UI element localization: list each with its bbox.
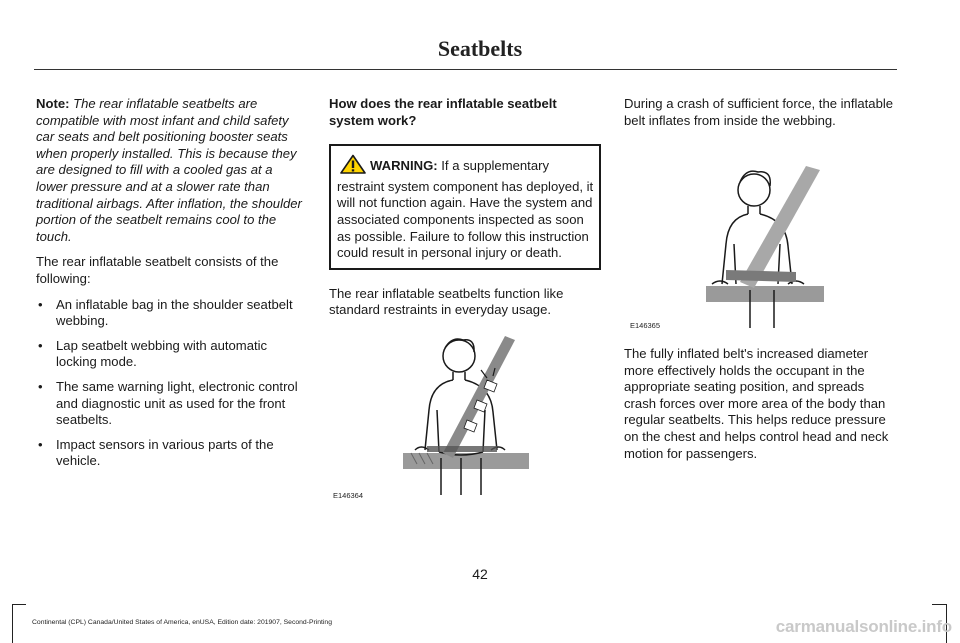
component-list [36, 297, 306, 470]
figure-belt-inflated [702, 162, 828, 330]
figure-code: E146365 [630, 321, 661, 330]
list-item-text: The same warning light, electronic control and diagnostic unit as used for the front seatbelts. [56, 378, 298, 428]
column-right-lower [624, 346, 896, 471]
inflated-belt-paragraph: The fully inflated belt's increased diameter more effectively holds the occupant in the appropriate seating position, and spreads crash forces over more area of the body than regular seatbelts. This helps reduce pressure on the chest and helps control head and neck motion for passengers. [624, 346, 889, 461]
note-label: Note: [36, 96, 70, 111]
warning-triangle-icon [340, 154, 366, 179]
column-right [624, 96, 896, 138]
bullet-mark: • [38, 378, 43, 394]
header-rule [34, 69, 897, 70]
crop-mark [12, 604, 13, 643]
list-item [36, 379, 306, 429]
bullet-mark: • [38, 296, 43, 312]
crop-mark [12, 604, 26, 605]
crop-mark [932, 604, 946, 605]
column-middle [329, 96, 601, 328]
list-item [36, 437, 306, 470]
list-item [36, 338, 306, 371]
warning-label: WARNING: [370, 158, 438, 174]
list-item-text: Lap seatbelt webbing with automatic locking mode. [56, 337, 268, 370]
figure-belt-normal [397, 330, 529, 500]
note-paragraph [36, 96, 306, 245]
warning-box [329, 144, 601, 270]
figure-code: E146364 [333, 491, 364, 500]
note-text: The rear inflatable seatbelts are compatible with most infant and child safety car seats and belt positioning booster seats when properly installed. This is because they are designed to fill with a cooled gas at a lower pressure and at a slower rate than traditional airbags. After inflation, the shoulder portion of the seatbelt remains cool to the touch. [36, 96, 302, 244]
inflation-paragraph: During a crash of sufficient force, the inflatable belt inflates from inside the webbing. [624, 96, 894, 128]
column-left [36, 96, 306, 478]
watermark: carmanualsonline.info [775, 617, 952, 636]
function-paragraph: The rear inflatable seatbelts function like standard restraints in everyday usage. [329, 285, 564, 318]
warning-text: If a supplementary restraint system component has deployed, it will not function again. Have the system and associated components inspected as soon as possible. Failure to follow this instruction could result in personal injury or death. [337, 158, 594, 261]
list-item-text: Impact sensors in various parts of the vehicle. [56, 436, 274, 469]
list-item [36, 297, 306, 330]
section-heading: How does the rear inflatable seatbelt system work? [329, 96, 557, 128]
bullet-mark: • [38, 337, 43, 353]
page-title: Seatbelts [437, 36, 523, 61]
list-item-text: An inflatable bag in the shoulder seatbelt webbing. [56, 296, 293, 329]
bullet-mark: • [38, 436, 43, 452]
edition-footer: Continental (CPL) Canada/United States of America, enUSA, Edition date: 201907, Second-Printing [32, 619, 332, 626]
page-number: 42 [472, 566, 488, 582]
intro-paragraph: The rear inflatable seatbelt consists of the following: [36, 254, 279, 286]
